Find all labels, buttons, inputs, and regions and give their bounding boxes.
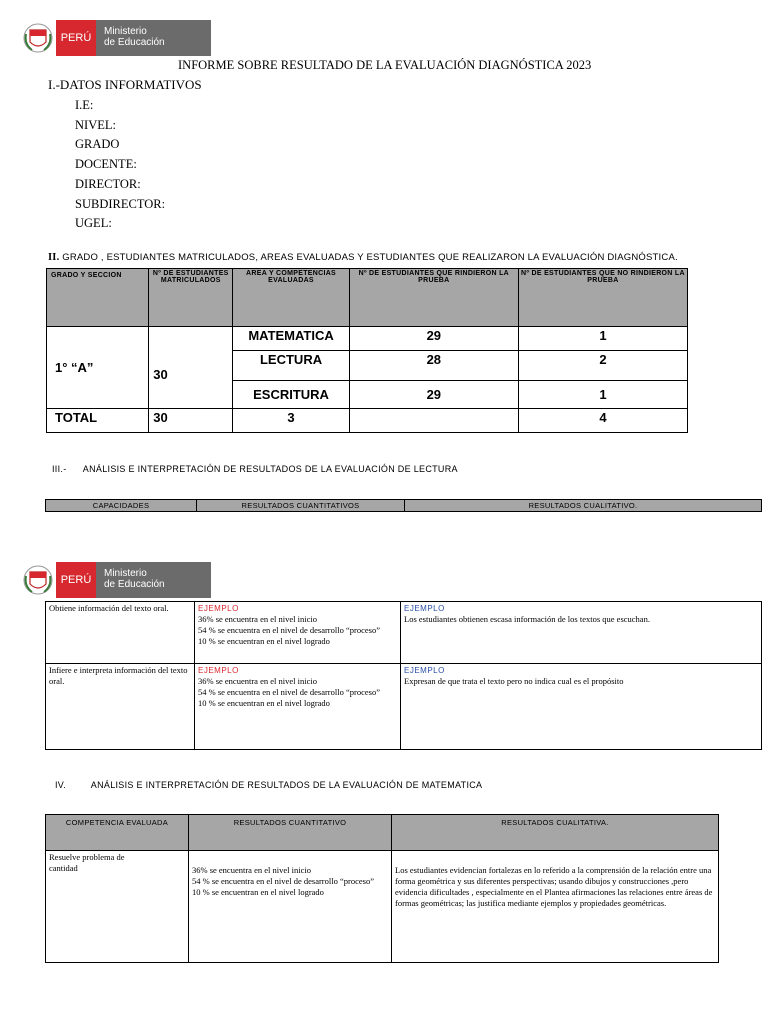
section1-heading: I.-DATOS INFORMATIVOS <box>48 77 202 92</box>
section3-heading: III.- ANÁLISIS E INTERPRETACIÓN DE RESULTADOS DE LA EVALUACIÓN DE LECTURA <box>52 464 458 474</box>
lectura-table <box>45 601 762 750</box>
field-grado: GRADO <box>75 137 120 152</box>
enrolled-cell: 30 <box>149 327 233 409</box>
header-cell: RESULTADOS CUALITATIVA. <box>392 815 719 851</box>
capacity-cell: Obtiene información del texto oral. <box>46 602 195 664</box>
quant-cell: EJEMPLO 36% se encuentra en el nivel inicio 54 % se encuentra en el nivel de desarrollo “proceso” 10 % se encuentran en el nivel logrado <box>195 664 401 750</box>
not-took-cell: 2 <box>518 351 687 381</box>
not-took-cell: 1 <box>518 327 687 351</box>
header-cell: RESULTADOS CUANTITATIVO <box>189 815 392 851</box>
area-cell: LECTURA <box>233 351 349 381</box>
took-cell: 29 <box>349 381 518 409</box>
minedu-logo <box>20 20 211 56</box>
example-label: EJEMPLO <box>198 604 239 613</box>
field-ie: I.E: <box>75 98 94 112</box>
peru-coat-of-arms-icon <box>20 562 56 598</box>
field-director: DIRECTOR: <box>75 176 141 191</box>
qual-cell: Los estudiantes evidencian fortalezas en lo referido a la comprensión de la relación entre una forma geométrica y sus diferentes perspectivas; usando dibujos y construcciones ,pero evidencia dificultades , especialmente en el Plantea afirmaciones las relaciones entre áreas de formas geométricas; las justifica mediante ejemplos y propiedades geométricas. <box>392 851 719 963</box>
enrollment-table <box>46 268 688 433</box>
info-fields <box>75 96 165 234</box>
table-header-row <box>46 815 719 851</box>
table-row <box>46 851 719 963</box>
header-cell: COMPETENCIA EVALUADA <box>46 815 189 851</box>
header-cell: AREA Y COMPETENCIAS EVALUADAS <box>233 269 349 327</box>
qual-cell: EJEMPLO Los estudiantes obtienen escasa información de los textos que escuchan. <box>401 602 762 664</box>
header-cell: RESULTADOS CUALITATIVO. <box>405 500 762 512</box>
example-label: EJEMPLO <box>404 604 445 613</box>
field-ugel: UGEL: <box>75 216 112 231</box>
example-label: EJEMPLO <box>198 666 239 675</box>
took-cell: 28 <box>349 351 518 381</box>
total-row <box>47 409 688 433</box>
total-took <box>349 409 518 433</box>
area-cell: MATEMATICA <box>233 327 349 351</box>
table-row <box>46 664 762 750</box>
header-cell: Nº DE ESTUDIANTES QUE RINDIERON LA PRUEBA <box>349 269 518 327</box>
qual-cell: EJEMPLO Expresan de que trata el texto pero no indica cual es el propósito <box>401 664 762 750</box>
field-subdirector: SUBDIRECTOR: <box>75 196 166 211</box>
total-areas: 3 <box>233 409 349 433</box>
peru-coat-of-arms-icon <box>20 20 56 56</box>
peru-label: PERÚ <box>56 562 96 598</box>
minedu-logo <box>20 562 211 598</box>
grade-cell: 1° “A” <box>47 327 149 409</box>
took-cell: 29 <box>349 327 518 351</box>
competence-cell: Resuelve problema de cantidad <box>46 851 189 963</box>
ministry-label: Ministerio de Educación <box>96 562 211 598</box>
area-cell: ESCRITURA <box>233 381 349 409</box>
ministry-label: Ministerio de Educación <box>96 20 211 56</box>
capacity-cell: Infiere e interpreta información del texto oral. <box>46 664 195 750</box>
field-nivel: NIVEL: <box>75 117 116 132</box>
table-header-row <box>47 269 688 327</box>
total-enrolled: 30 <box>149 409 233 433</box>
total-label: TOTAL <box>47 409 149 433</box>
section4-heading: IV. ANÁLISIS E INTERPRETACIÓN DE RESULTADOS DE LA EVALUACIÓN DE MATEMATICA <box>55 780 483 790</box>
peru-label: PERÚ <box>56 20 96 56</box>
not-took-cell: 1 <box>518 381 687 409</box>
total-not-took: 4 <box>518 409 687 433</box>
header-cell: Nº DE ESTUDIANTES QUE NO RINDIERON LA PRUEBA <box>518 269 687 327</box>
section2-heading: II. GRADO , ESTUDIANTES MATRICULADOS, AREAS EVALUADAS Y ESTUDIANTES QUE REALIZARON LA EVALUACIÓN DIAGNÓSTICA. <box>48 252 678 263</box>
table-row <box>46 602 762 664</box>
table-row <box>47 327 688 351</box>
header-cell: Nº DE ESTUDIANTES MATRICULADOS <box>149 269 233 327</box>
header-cell: GRADO Y SECCION <box>47 269 149 327</box>
field-docente: DOCENTE: <box>75 157 137 172</box>
quant-cell: EJEMPLO 36% se encuentra en el nivel inicio 54 % se encuentra en el nivel de desarrollo “proceso” 10 % se encuentran en el nivel logrado <box>195 602 401 664</box>
header-cell: CAPACIDADES <box>46 500 197 512</box>
lectura-header-table <box>45 499 762 512</box>
example-label: EJEMPLO <box>404 666 445 675</box>
header-cell: RESULTADOS CUANTITATIVOS <box>197 500 405 512</box>
matematica-table <box>45 814 719 963</box>
table-header-row <box>46 500 762 512</box>
quant-cell: 36% se encuentra en el nivel inicio 54 % se encuentra en el nivel de desarrollo “proceso” 10 % se encuentran en el nivel logrado <box>189 851 392 963</box>
report-title: INFORME SOBRE RESULTADO DE LA EVALUACIÓN DIAGNÓSTICA 2023 <box>178 58 592 72</box>
